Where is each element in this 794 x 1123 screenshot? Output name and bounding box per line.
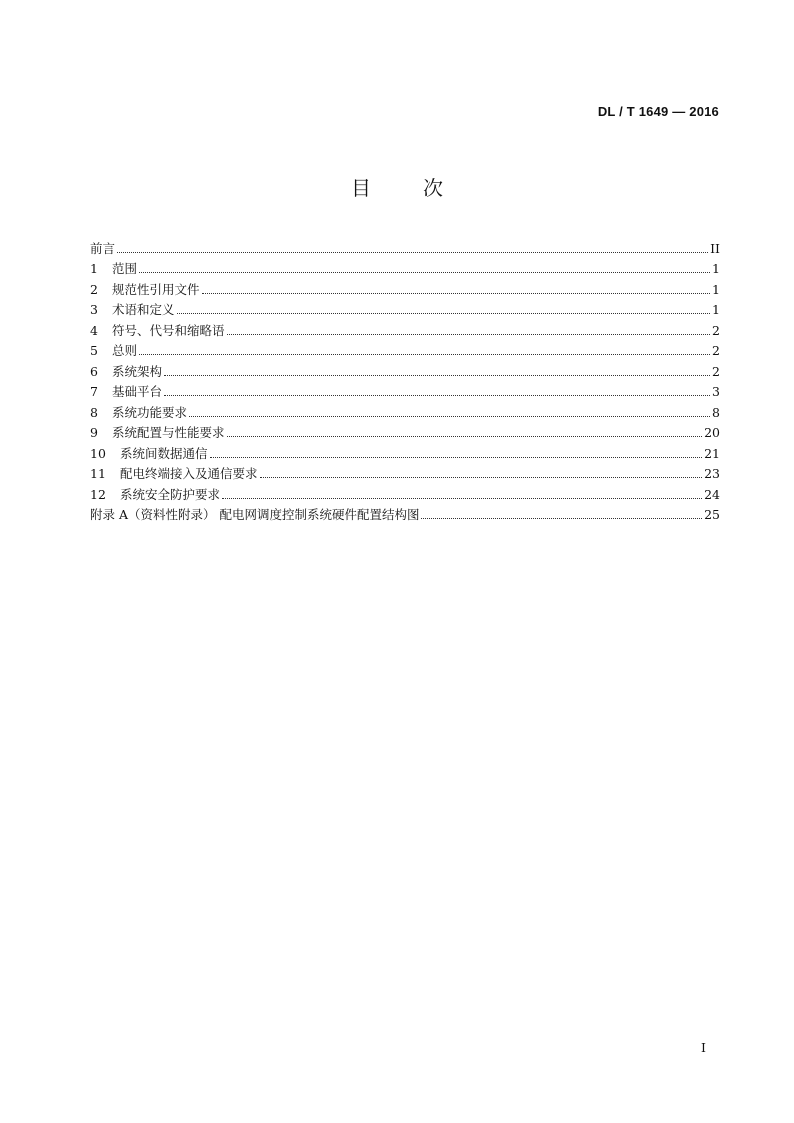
toc-entry-page: 1	[712, 281, 720, 297]
toc-entry-number: 11	[90, 466, 106, 481]
toc-entry-10[interactable]	[90, 441, 720, 462]
toc-leader	[227, 436, 703, 437]
toc-entry-text: 基础平台	[112, 384, 163, 399]
toc-leader	[189, 416, 710, 417]
toc-entry-text: 范围	[112, 261, 138, 276]
toc-entry-text: 系统功能要求	[112, 404, 188, 420]
toc-entry-3[interactable]	[90, 298, 720, 319]
toc-entry-page: 23	[704, 466, 720, 481]
toc-entry-page: 3	[712, 384, 720, 399]
toc-leader	[421, 518, 702, 519]
toc-entry-text: 规范性引用文件	[112, 281, 200, 297]
toc-entry-number: 8	[90, 404, 98, 420]
toc-entry-text: 术语和定义	[112, 302, 175, 317]
toc-entry-8[interactable]	[90, 400, 720, 421]
toc-entry-number: 4	[90, 322, 98, 338]
toc-leader	[260, 477, 703, 478]
toc-entry-page: 8	[712, 404, 720, 420]
toc-entry-number: 2	[90, 281, 98, 297]
toc-entry-1[interactable]	[90, 257, 720, 278]
toc-entry-text: 附录 A（资料性附录） 配电网调度控制系统硬件配置结构图	[90, 507, 420, 522]
toc-entry-number: 3	[90, 302, 98, 317]
toc-entry-text: 系统安全防护要求	[120, 486, 221, 502]
toc-entry-foreword[interactable]	[90, 236, 720, 257]
toc-entry-text: 符号、代号和缩略语	[112, 322, 225, 338]
toc-entry-page: 1	[712, 261, 720, 276]
toc-entry-number: 6	[90, 363, 98, 379]
toc-entry-page: 1	[712, 302, 720, 317]
toc-entry-text: 总则	[112, 343, 138, 358]
toc-entry-number: 10	[90, 445, 106, 461]
toc-entry-text: 系统架构	[112, 363, 163, 379]
table-of-contents	[90, 236, 720, 523]
toc-entry-page: II	[710, 240, 720, 256]
standard-code: DL / T 1649 — 2016	[597, 104, 719, 119]
toc-entry-text: 系统间数据通信	[120, 445, 208, 461]
toc-entry-number: 1	[90, 261, 98, 276]
toc-entry-number: 9	[90, 425, 98, 440]
toc-entry-6[interactable]	[90, 359, 720, 380]
toc-leader	[139, 354, 710, 355]
page-number: I	[701, 1040, 706, 1055]
toc-leader	[202, 293, 711, 294]
toc-entry-page: 2	[712, 322, 720, 338]
toc-entry-number: 5	[90, 343, 98, 358]
toc-title	[0, 172, 794, 201]
toc-entry-11[interactable]	[90, 462, 720, 483]
toc-entry-page: 21	[704, 445, 720, 461]
toc-leader	[164, 395, 710, 396]
toc-entry-number: 12	[90, 486, 106, 502]
toc-entry-text: 前言	[90, 240, 116, 256]
toc-entry-text: 系统配置与性能要求	[112, 425, 225, 440]
toc-entry-number: 7	[90, 384, 98, 399]
toc-entry-12[interactable]	[90, 482, 720, 503]
toc-entry-9[interactable]	[90, 421, 720, 442]
toc-leader	[177, 313, 711, 314]
toc-entry-page: 2	[712, 343, 720, 358]
toc-entry-4[interactable]	[90, 318, 720, 339]
toc-entry-page: 20	[704, 425, 720, 440]
toc-entry-appendix-a[interactable]	[90, 503, 720, 524]
toc-leader	[210, 457, 703, 458]
toc-entry-page: 24	[704, 486, 720, 502]
toc-leader	[164, 375, 710, 376]
toc-entry-2[interactable]	[90, 277, 720, 298]
toc-leader	[117, 252, 708, 253]
toc-entry-7[interactable]	[90, 380, 720, 401]
toc-entry-text: 配电终端接入及通信要求	[120, 466, 258, 481]
toc-entry-page: 2	[712, 363, 720, 379]
toc-leader	[139, 272, 710, 273]
toc-title-char-2: 次	[423, 176, 443, 200]
toc-leader	[227, 334, 711, 335]
toc-entry-5[interactable]	[90, 339, 720, 360]
toc-entry-page: 25	[704, 507, 720, 522]
toc-title-char-1: 目	[351, 176, 371, 200]
toc-leader	[222, 498, 702, 499]
